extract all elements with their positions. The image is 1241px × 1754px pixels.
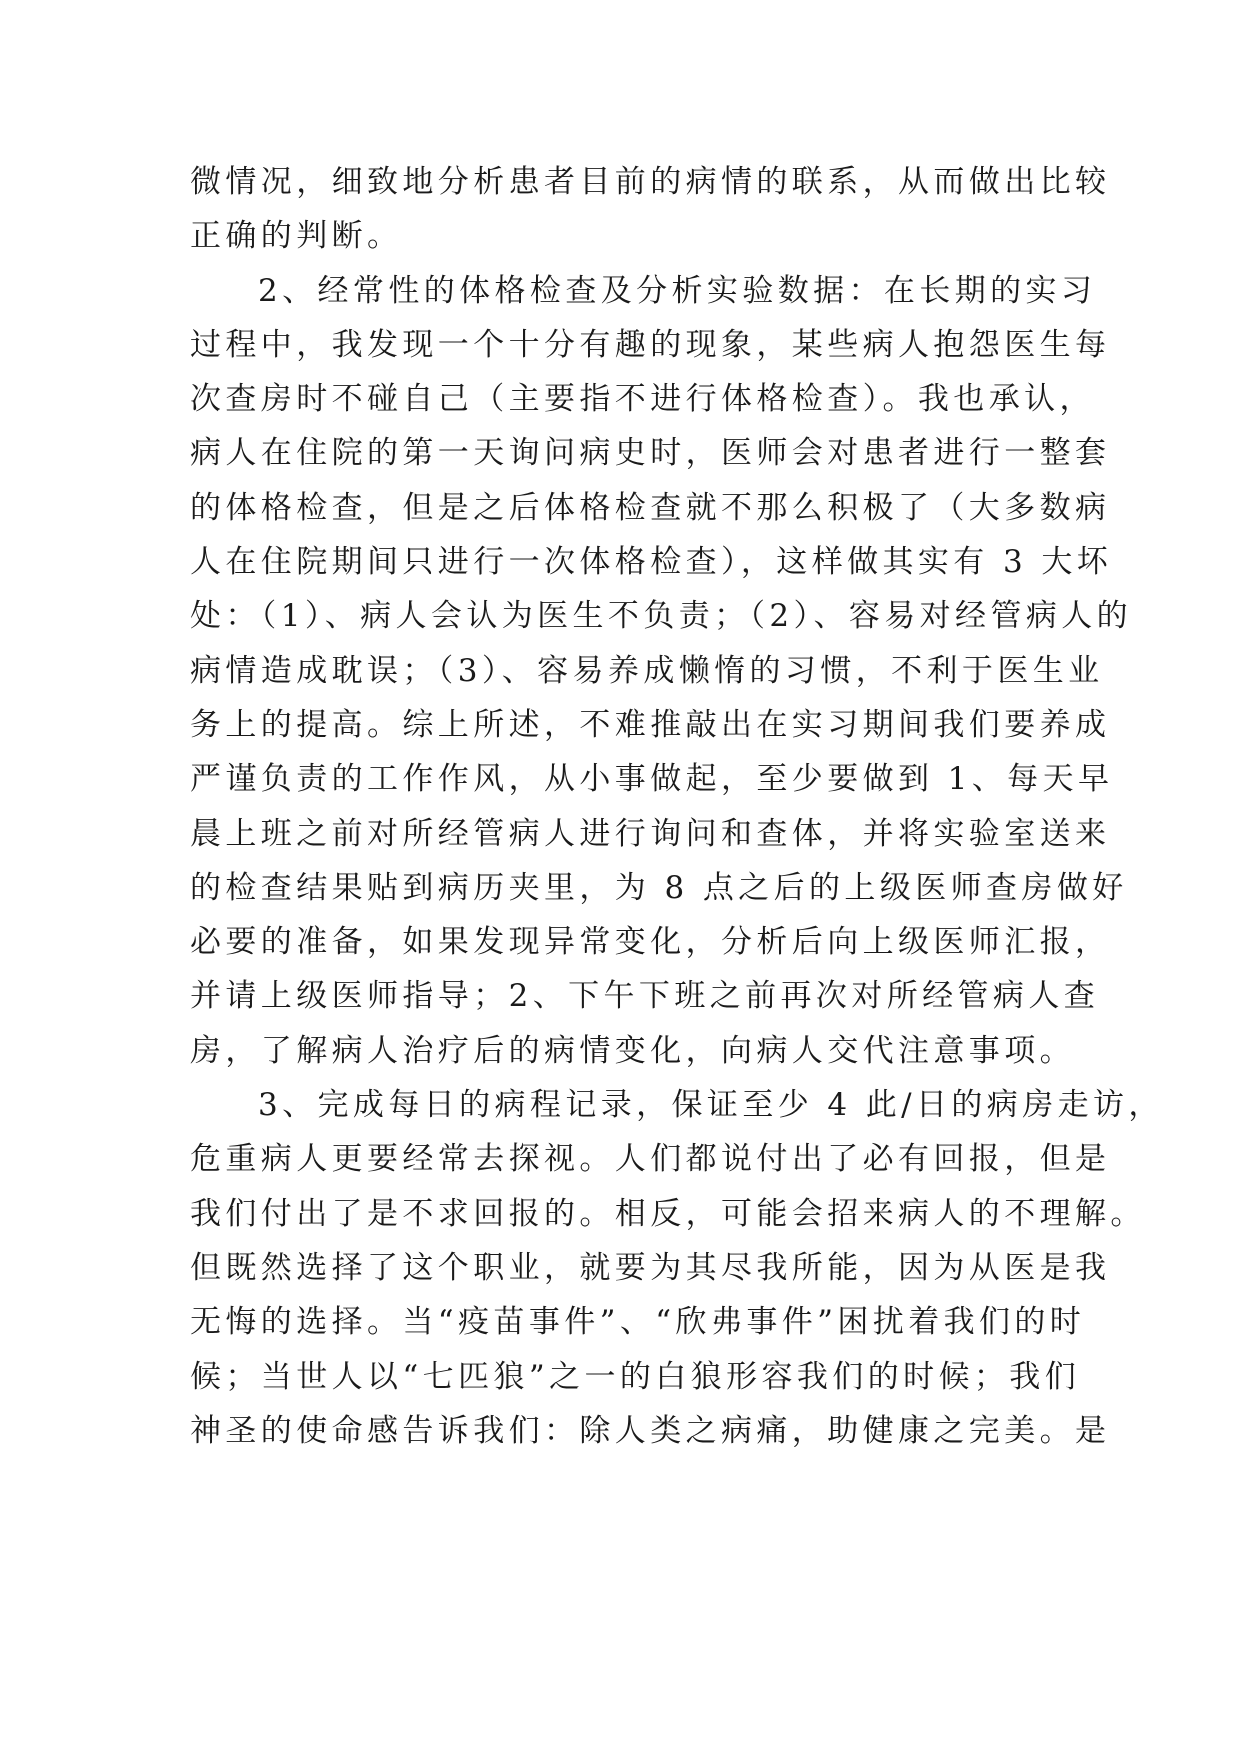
paragraph-start-line: 2、经常性的体格检查及分析实验数据：在长期的实习 (258, 272, 1097, 309)
text-line: 务上的提高。综上所述，不难推敲出在实习期间我们要养成 (190, 706, 1111, 743)
text-line: 严谨负责的工作作风，从小事做起，至少要做到 1、每天早 (190, 761, 1114, 798)
text-line: 微情况，细致地分析患者目前的病情的联系，从而做出比较 (190, 164, 1111, 200)
body-text (190, 155, 1164, 1458)
text-line: 房，了解病人治疗后的病情变化，向病人交代注意事项。 (190, 1032, 1075, 1069)
text-line: 无悔的选择。当“疫苗事件”、“欣弗事件”困扰着我们的时 (190, 1304, 1086, 1341)
text-line: 候；当世人以“七匹狼”之一的白狼形容我们的时候；我们 (190, 1358, 1081, 1395)
text-line: 的检查结果贴到病历夹里，为 8 点之后的上级医师查房做好 (190, 869, 1128, 906)
text-line: 危重病人更要经常去探视。人们都说付出了必有回报，但是 (190, 1141, 1111, 1178)
text-line: 病情造成耽误；（3）、容易养成懒惰的习惯，不利于医生业 (190, 652, 1104, 689)
text-line: 次查房时不碰自己（主要指不进行体格检查）。我也承认， (190, 381, 1095, 418)
text-line: 处：（1）、病人会认为医生不负责；（2）、容易对经管病人的 (190, 598, 1133, 635)
text-line: 正确的判断。 (190, 218, 403, 255)
text-line: 必要的准备，如果发现异常变化，分析后向上级医师汇报， (190, 924, 1111, 961)
text-line: 神圣的使命感告诉我们：除人类之病痛，助健康之完美。是 (190, 1412, 1111, 1449)
text-line: 但既然选择了这个职业，就要为其尽我所能，因为从医是我 (190, 1249, 1111, 1286)
text-line: 过程中，我发现一个十分有趣的现象，某些病人抱怨医生每 (190, 326, 1111, 363)
text-line: 病人在住院的第一天询问病史时，医师会对患者进行一整套 (190, 435, 1111, 472)
text-line: 人在住院期间只进行一次体格检查），这样做其实有 3 大坏 (190, 544, 1113, 581)
paragraph-start-line: 3、完成每日的病程记录，保证至少 4 此/日的病房走访， (258, 1087, 1164, 1124)
text-line: 的体格检查，但是之后体格检查就不那么积极了（大多数病 (190, 489, 1111, 526)
text-line: 我们付出了是不求回报的。相反，可能会招来病人的不理解。 (190, 1195, 1146, 1232)
text-line: 并请上级医师指导；2、下午下班之前再次对所经管病人查 (190, 978, 1100, 1015)
text-line: 晨上班之前对所经管病人进行询问和查体，并将实验室送来 (190, 815, 1111, 852)
